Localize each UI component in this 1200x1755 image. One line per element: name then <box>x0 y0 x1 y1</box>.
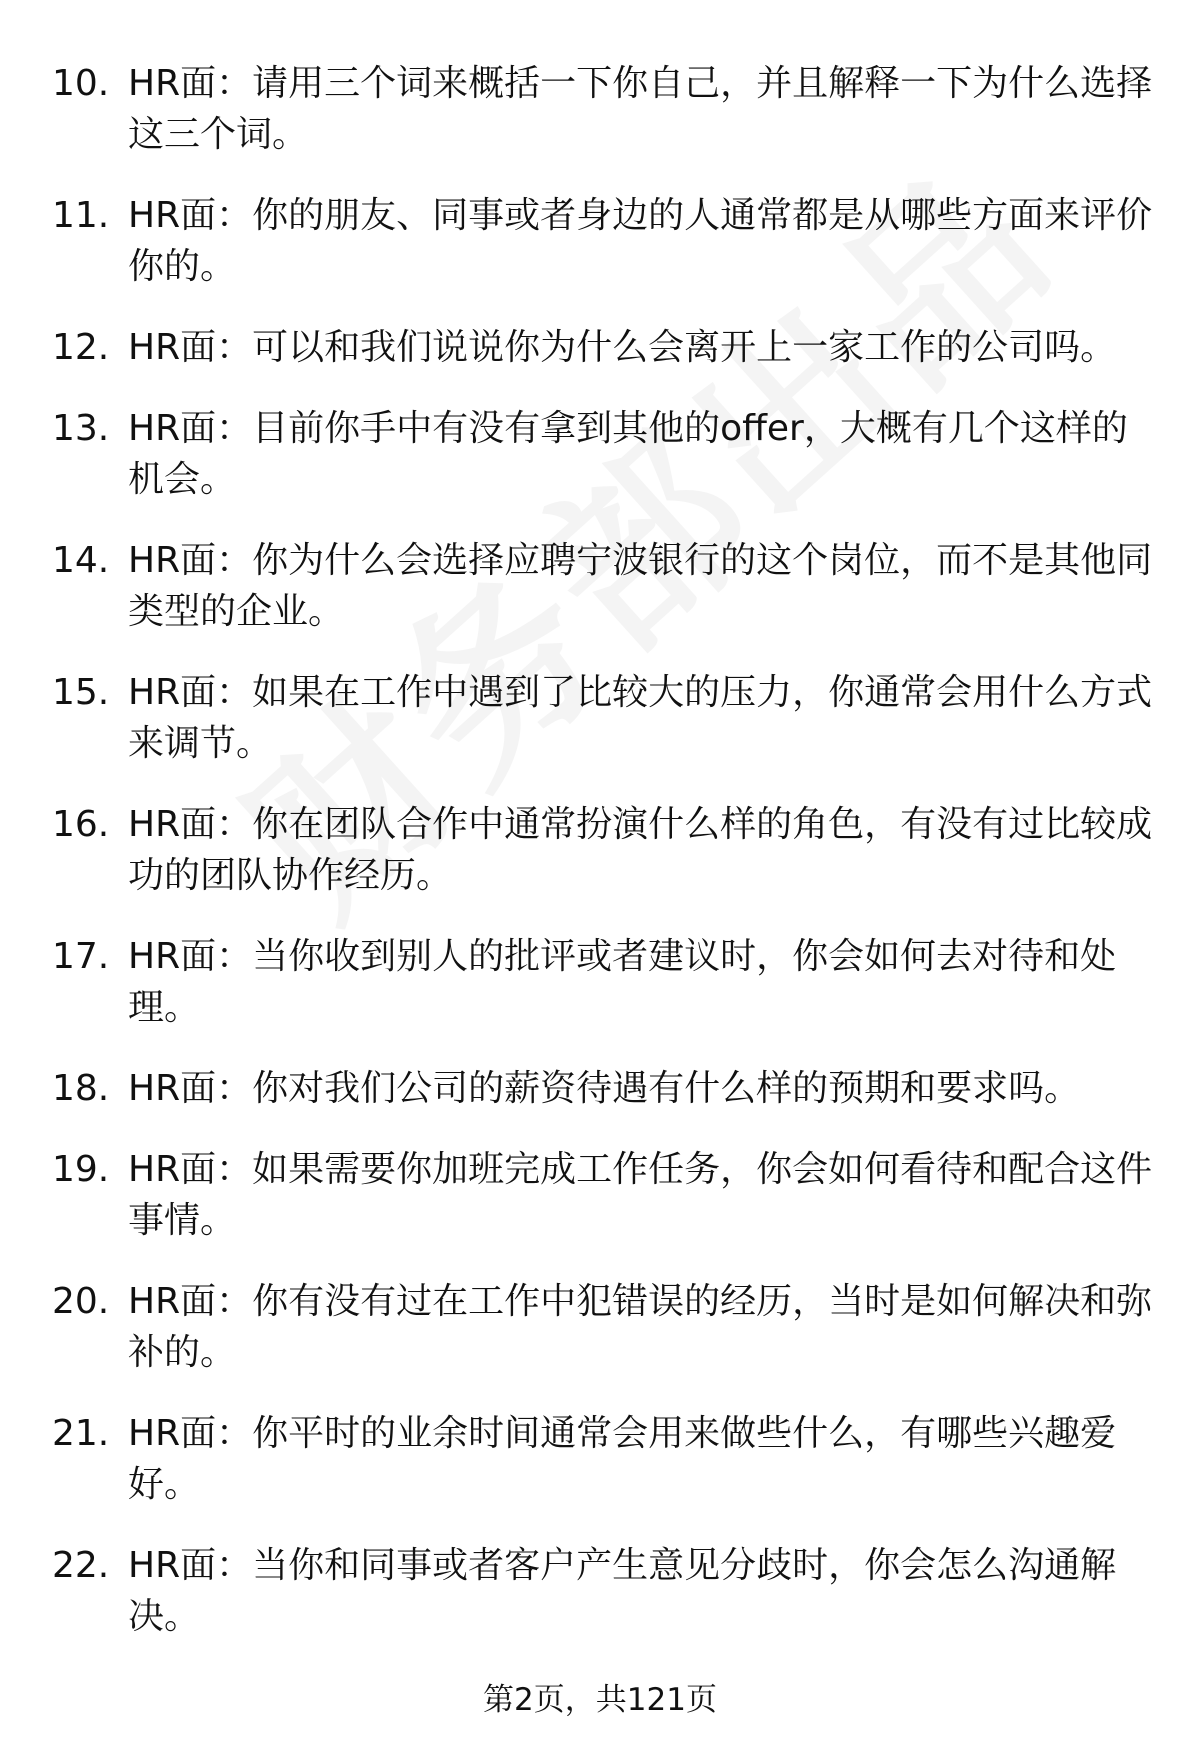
item-number: 19. <box>52 1149 110 1190</box>
item-number: 22. <box>52 1545 110 1586</box>
item-number: 21. <box>52 1413 110 1454</box>
item-number: 11. <box>52 195 110 236</box>
item-text: HR面：你有没有过在工作中犯错误的经历，当时是如何解决和弥补的。 <box>128 1281 1153 1373</box>
item-text: HR面：你的朋友、同事或者身边的人通常都是从哪些方面来评价你的。 <box>128 195 1153 287</box>
item-text: HR面：你平时的业余时间通常会用来做些什么，有哪些兴趣爱好。 <box>128 1413 1117 1505</box>
list-item <box>52 190 1162 292</box>
list-item <box>52 1540 1162 1642</box>
item-number: 15. <box>52 672 110 713</box>
item-text: HR面：目前你手中有没有拿到其他的offer，大概有几个这样的机会。 <box>128 408 1128 500</box>
item-text: HR面：你为什么会选择应聘宁波银行的这个岗位，而不是其他同类型的企业。 <box>128 540 1153 632</box>
question-list <box>52 58 1162 1672</box>
item-number: 17. <box>52 936 110 977</box>
list-item <box>52 58 1162 160</box>
list-item <box>52 1276 1162 1378</box>
list-item <box>52 1408 1162 1510</box>
item-number: 16. <box>52 804 110 845</box>
item-text: HR面：请用三个词来概括一下你自己，并且解释一下为什么选择这三个词。 <box>128 63 1153 155</box>
item-text: HR面：你在团队合作中通常扮演什么样的角色，有没有过比较成功的团队协作经历。 <box>128 804 1153 896</box>
item-text: HR面：如果在工作中遇到了比较大的压力，你通常会用什么方式来调节。 <box>128 672 1153 764</box>
item-number: 10. <box>52 63 110 104</box>
list-item <box>52 667 1162 769</box>
item-text: HR面：可以和我们说说你为什么会离开上一家工作的公司吗。 <box>128 327 1117 368</box>
page-footer <box>0 1680 1200 1720</box>
list-item <box>52 535 1162 637</box>
list-item <box>52 322 1162 373</box>
item-text: HR面：当你收到别人的批评或者建议时，你会如何去对待和处理。 <box>128 936 1117 1028</box>
list-item <box>52 403 1162 505</box>
list-item <box>52 1063 1162 1114</box>
item-text: HR面：如果需要你加班完成工作任务，你会如何看待和配合这件事情。 <box>128 1149 1153 1241</box>
item-number: 12. <box>52 327 110 368</box>
list-item <box>52 931 1162 1033</box>
item-number: 18. <box>52 1068 110 1109</box>
list-item <box>52 1144 1162 1246</box>
list-item <box>52 799 1162 901</box>
item-text: HR面：你对我们公司的薪资待遇有什么样的预期和要求吗。 <box>128 1068 1081 1109</box>
page-number-label: 第2页，共121页 <box>483 1682 717 1718</box>
item-text: HR面：当你和同事或者客户产生意见分歧时，你会怎么沟通解决。 <box>128 1545 1117 1637</box>
item-number: 13. <box>52 408 110 449</box>
item-number: 14. <box>52 540 110 581</box>
item-number: 20. <box>52 1281 110 1322</box>
